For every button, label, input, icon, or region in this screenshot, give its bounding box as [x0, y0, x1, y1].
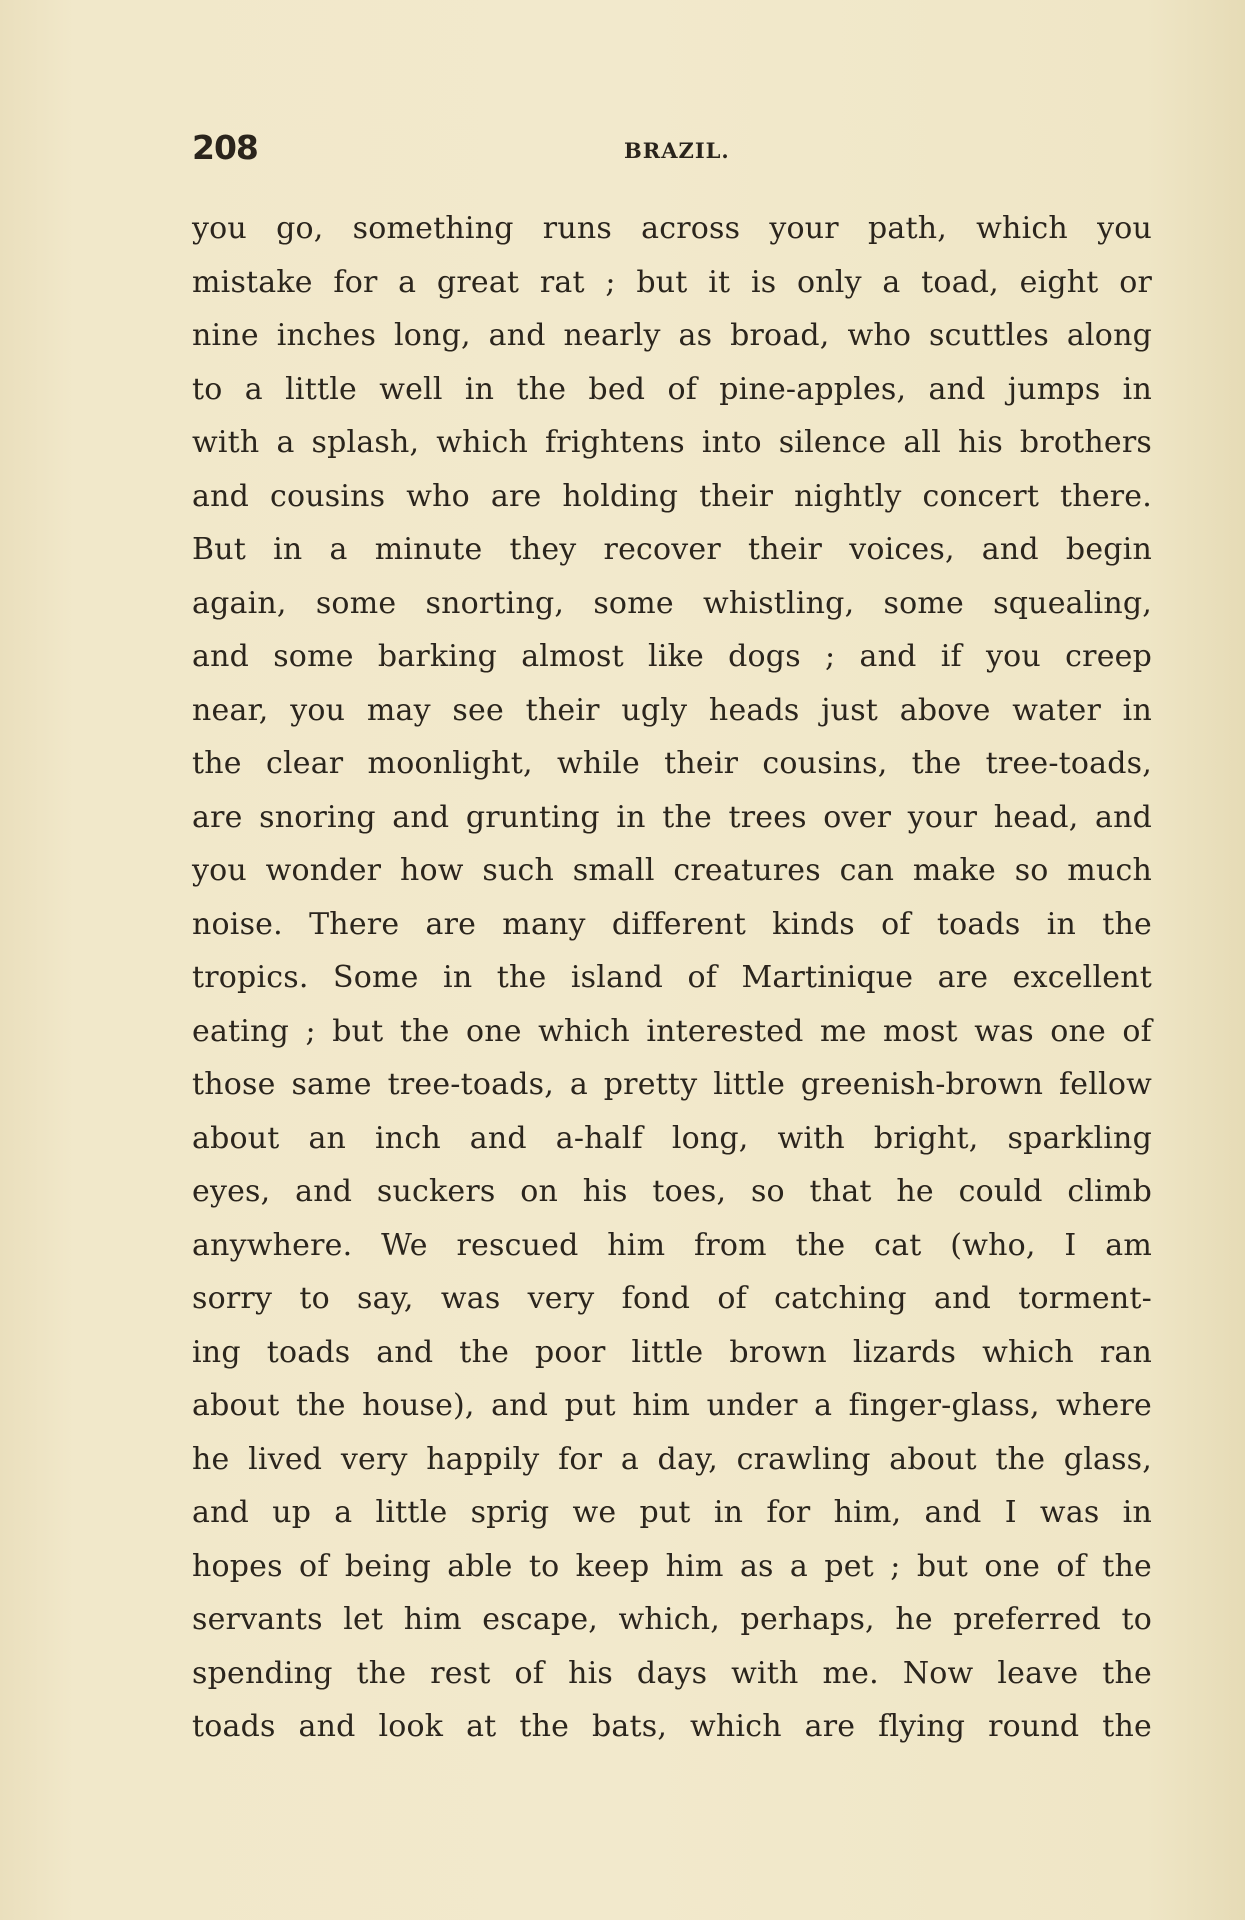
text-line: are snoring and grunting in the trees over your head, and — [192, 799, 1152, 835]
text-line: hopes of being able to keep him as a pet ; but one of the — [192, 1548, 1152, 1584]
text-line: to a little well in the bed of pine-apples, and jumps in — [192, 371, 1152, 407]
text-line: and some barking almost like dogs ; and if you creep — [192, 639, 1152, 674]
page-header — [192, 128, 1152, 172]
text-line: again, some snorting, some whistling, some squealing, — [192, 585, 1152, 621]
text-line: noise. There are many different kinds of toads in the — [192, 906, 1152, 942]
text-line: those same tree-toads, a pretty little greenish-brown fellow — [192, 1067, 1152, 1102]
text-line: eating ; but the one which interested me most was one of — [192, 1013, 1152, 1049]
text-line: and up a little sprig we put in for him, and I was in — [192, 1495, 1152, 1530]
running-head: BRAZIL. — [624, 138, 730, 163]
text-line: about the house), and put him under a finger-glass, where — [192, 1388, 1152, 1423]
text-line: sorry to say, was very fond of catching and torment- — [192, 1281, 1152, 1316]
page-number: 208 — [192, 128, 258, 167]
text-line: he lived very happily for a day, crawling about the glass, — [192, 1441, 1152, 1477]
text-line: with a splash, which frightens into silence all his brothers — [192, 425, 1152, 460]
text-line: toads and look at the bats, which are flying round the — [192, 1709, 1152, 1744]
text-line: servants let him escape, which, perhaps, he preferred to — [192, 1602, 1152, 1637]
body-text — [192, 208, 1152, 1760]
text-line: and cousins who are holding their nightly concert there. — [192, 478, 1152, 514]
text-line: near, you may see their ugly heads just above water in — [192, 692, 1152, 728]
text-line: ing toads and the poor little brown lizards which ran — [192, 1334, 1152, 1370]
text-line: you wonder how such small creatures can make so much — [192, 853, 1152, 888]
text-line: tropics. Some in the island of Martinique are excellent — [192, 960, 1152, 995]
text-line: about an inch and a-half long, with bright, sparkling — [192, 1120, 1152, 1156]
text-line: spending the rest of his days with me. Now leave the — [192, 1655, 1152, 1691]
text-line: the clear moonlight, while their cousins, the tree-toads, — [192, 746, 1152, 781]
text-line: But in a minute they recover their voices, and begin — [192, 532, 1152, 567]
text-line: mistake for a great rat ; but it is only a toad, eight or — [192, 264, 1152, 300]
text-line: you go, something runs across your path, which you — [192, 211, 1152, 246]
text-line: anywhere. We rescued him from the cat (who, I am — [192, 1227, 1152, 1263]
text-line: nine inches long, and nearly as broad, who scuttles along — [192, 318, 1152, 353]
text-line: eyes, and suckers on his toes, so that he could climb — [192, 1174, 1152, 1209]
